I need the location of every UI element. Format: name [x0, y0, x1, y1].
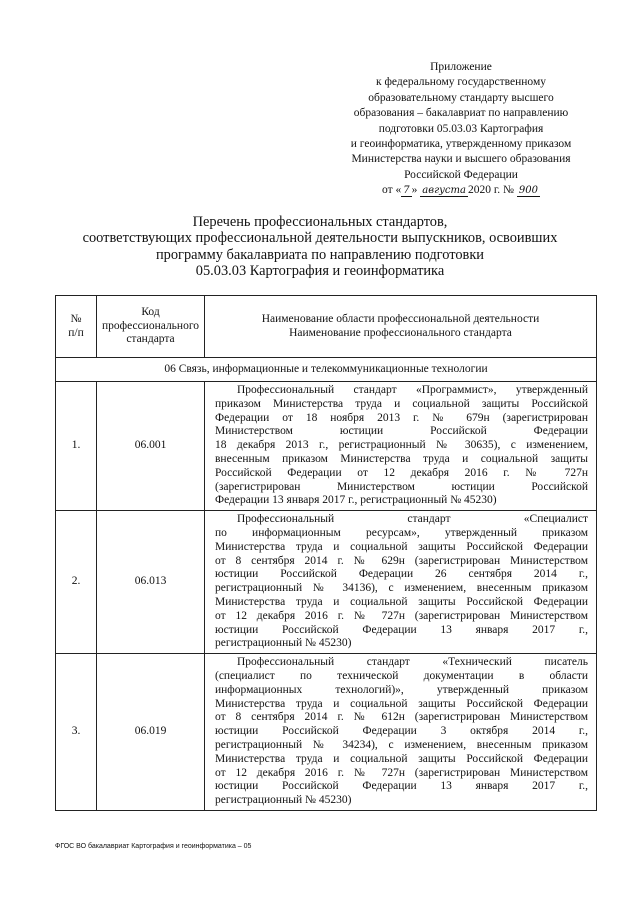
desc-line: Профессиональный стандарт «Специалист [237, 513, 588, 526]
desc-line: информационных технологий)», утвержденный приказом [215, 683, 588, 696]
desc-line: от 12 декабря 2016 г. № 727н (зарегистрирован Министерством [215, 609, 588, 622]
title-line: 05.03.03 Картография и геоинформатика [195, 262, 445, 279]
header-num [56, 296, 97, 358]
header-name [205, 296, 597, 358]
section-row [56, 358, 597, 382]
row-num: 3. [56, 654, 97, 811]
appendix-line: к федеральному государственному [376, 76, 546, 89]
page-footer: ФГОС ВО бакалавриат Картография и геоинформатика – 05 [55, 843, 252, 850]
appendix-line: Российской Федерации [404, 168, 518, 181]
title-line: соответствующих профессиональной деятельности выпускников, освоивших [82, 230, 558, 247]
desc-line: 18 декабря 2013 г., регистрационный № 30635), с изменением, [215, 439, 588, 452]
desc-line: юстиции Российской Федерации 3 октября 2014 г., [215, 725, 588, 738]
appendix-line: образовательному стандарту высшего [368, 91, 554, 104]
desc-line: Профессиональный стандарт «Программист», утвержденный [237, 384, 588, 396]
desc-line: внесенным приказом Министерства труда и социальной защиты [215, 452, 588, 465]
appendix-line: Приложение [430, 61, 492, 73]
row-num: 1. [56, 382, 97, 511]
header-code-line: Код [141, 305, 160, 318]
header-code [97, 296, 205, 358]
desc-line: от 8 сентября 2014 г. № 629н (зарегистрирован Министерством [215, 554, 588, 567]
header-name-line: Наименование области профессиональной деятельности [261, 312, 540, 325]
appendix-line: Министерства науки и высшего образования [351, 153, 571, 166]
table-header-row [56, 296, 597, 358]
row-code: 06.019 [97, 654, 205, 811]
header-num-line: № [70, 312, 82, 325]
desc-line: (зарегистрирован Министерством юстиции Российской [215, 480, 588, 493]
desc-line: Профессиональный стандарт «Технический писатель [237, 656, 588, 669]
appendix-line: и геоинформатика, утвержденному приказом [350, 138, 572, 151]
row-description [205, 654, 597, 811]
header-name-line: Наименование профессионального стандарта [289, 326, 512, 339]
title-line: программу бакалавриата по направлению подготовки [155, 246, 485, 263]
appendix-line: подготовки 05.03.03 Картография [378, 122, 544, 135]
header-code-line: профессионального [101, 319, 200, 332]
table-row [56, 382, 597, 511]
desc-line: (специалист по технической документации в области [215, 669, 588, 682]
desc-line: Федерации от 18 ноября 2013 г. № 679н (зарегистрирован [215, 411, 588, 424]
desc-line: регистрационный № 34136), с изменением, внесенным приказом [215, 582, 588, 595]
desc-line: приказом Министерства труда и социальной защиты Российской [215, 397, 588, 410]
title-line: Перечень профессиональных стандартов, [192, 214, 448, 230]
desc-line: регистрационный № 45230) [215, 794, 352, 807]
row-code: 06.013 [97, 511, 205, 654]
desc-line: Российской Федерации от 12 декабря 2016 г. № 727н [215, 466, 588, 479]
desc-line: регистрационный № 45230) [215, 637, 352, 650]
date-month-handwritten: августа [422, 185, 466, 197]
date-prefix: от « [382, 184, 402, 197]
row-description [205, 382, 597, 511]
date-mid: » [411, 184, 418, 197]
desc-line: Министерством юстиции Российской Федерации [215, 425, 588, 438]
table-row [56, 511, 597, 654]
header-code-line: стандарта [126, 333, 175, 346]
date-day-handwritten: 7 [403, 185, 410, 197]
desc-line: юстиции Российской Федерации 13 января 2017 г., [215, 780, 588, 793]
desc-line: юстиции Российской Федерации 26 сентября 2014 г., [215, 568, 588, 581]
document-title [60, 214, 580, 279]
section-title: 06 Связь, информационные и телекоммуникационные технологии [56, 358, 597, 382]
header-num-line: п/п [68, 326, 84, 339]
desc-line: юстиции Российской Федерации 13 января 2017 г., [215, 623, 588, 636]
desc-line: Министерства труда и социальной защиты Российской Федерации [215, 540, 588, 553]
row-code: 06.001 [97, 382, 205, 511]
desc-line: Федерации 13 января 2017 г., регистрационный № 45230) [215, 494, 497, 507]
desc-line: Министерства труда и социальной защиты Российской Федерации [215, 697, 588, 710]
row-description [205, 511, 597, 654]
desc-line: по информационным ресурсам», утвержденный приказом [215, 526, 588, 539]
appendix-line: образования – бакалавриат по направлению [353, 107, 569, 120]
appendix-block [330, 60, 592, 199]
desc-line: от 12 декабря 2016 г. № 727н (зарегистрирован Министерством [215, 766, 588, 779]
order-date-line [330, 183, 592, 198]
table-row [56, 654, 597, 811]
desc-line: Министерства труда и социальной защиты Российской Федерации [215, 752, 588, 765]
desc-line: регистрационный № 34234), с изменением, внесенным приказом [215, 738, 588, 751]
order-number-handwritten: 900 [518, 185, 538, 197]
desc-line: от 8 сентября 2014 г. № 612н (зарегистрирован Министерством [215, 711, 588, 724]
desc-line: Министерства труда и социальной защиты Российской Федерации [215, 595, 588, 608]
standards-table [55, 295, 597, 811]
date-year: 2020 г. № [467, 184, 514, 197]
row-num: 2. [56, 511, 97, 654]
